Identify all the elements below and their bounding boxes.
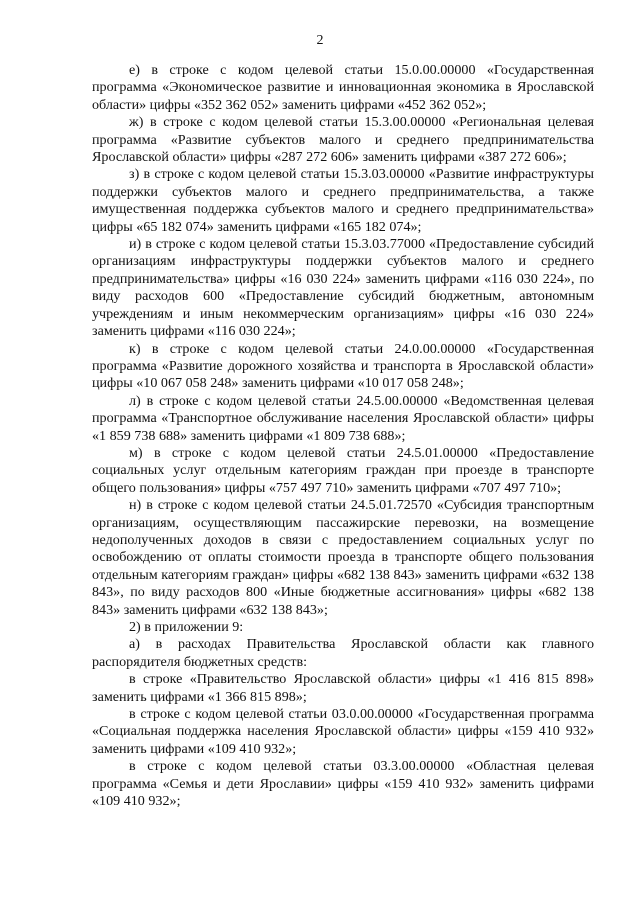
paragraph-k: к) в строке с кодом целевой статьи 24.0.00.00000 «Государственная программа «Развитие дорожного хозяйства и транспорта в Ярославской области» цифры «10 067 058 248» заменить цифрами «10 017 058 248»; (92, 340, 594, 392)
paragraph-i: и) в строке с кодом целевой статьи 15.3.03.77000 «Предоставление субсидий организациям инфраструктуры поддержки субъектов малого и среднего предпринимательства» цифры «16 030 224» заменить цифрами «116 030 224», по виду расходов 600 «Предоставление субсидий бюджетным, автономным учреждениям и иным некоммерческим организациям» цифры «16 030 224» заменить цифрами «116 030 224»; (92, 236, 594, 340)
document-body (92, 62, 594, 810)
paragraph-m: м) в строке с кодом целевой статьи 24.5.01.00000 «Предоставление социальных услуг отдельным категориям граждан при проезде в транспорте общего пользования» цифры «757 497 710» заменить цифрами «707 497 710»; (92, 444, 594, 496)
paragraph-program-03: в строке с кодом целевой статьи 03.0.00.00000 «Государственная программа «Социальная поддержка населения Ярославской области» цифры «159 410 932» заменить цифрами «109 410 932»; (92, 706, 594, 757)
paragraph-appendix-9: 2) в приложении 9: (129, 619, 244, 635)
paragraph-zh: ж) в строке с кодом целевой статьи 15.3.00.00000 «Региональная целевая программа «Развитие субъектов малого и среднего предпринимательства Ярославской области» цифры «287 272 606» заменить цифрами «387 272 606»; (92, 114, 594, 166)
paragraph-program-03-3: в строке с кодом целевой статьи 03.3.00.00000 «Областная целевая программа «Семья и дети Ярославии» цифры «159 410 932» заменить цифрами «109 410 932»; (92, 758, 594, 810)
paragraph-government-row: в строке «Правительство Ярославской области» цифры «1 416 815 898» заменить цифрами «1 366 815 898»; (92, 671, 594, 705)
paragraph-e: е) в строке с кодом целевой статьи 15.0.00.00000 «Государственная программа «Экономическое развитие и инновационная экономика в Ярославской области» цифры «352 362 052» заменить цифрами «452 362 052»; (92, 62, 594, 113)
paragraph-l: л) в строке с кодом целевой статьи 24.5.00.00000 «Ведомственная целевая программа «Транспортное обслуживание населения Ярославской области» цифры «1 859 738 688» заменить цифрами «1 809 738 688»; (92, 392, 594, 444)
paragraph-z: з) в строке с кодом целевой статьи 15.3.03.00000 «Развитие инфраструктуры поддержки субъектов малого и среднего предпринимательства, а также имущественная поддержка субъектов малого и среднего предпринимательства» цифры «65 182 074» заменить цифрами «165 182 074»; (92, 166, 594, 235)
paragraph-n: н) в строке с кодом целевой статьи 24.5.01.72570 «Субсидия транспортным организациям, осуществляющим пассажирские перевозки, на возмещение недополученных доходов в связи с предоставлением социальных услуг по освобождению от оплаты стоимости проезда в транспорте общего пользования отдельным категориям граждан» цифры «682 138 843» заменить цифрами «632 138 843», по виду расходов 800 «Иные бюджетные ассигнования» цифры «682 138 843» заменить цифрами «632 138 843»; (92, 497, 594, 618)
page-number: 2 (316, 33, 324, 48)
paragraph-a: а) в расходах Правительства Ярославской области как главного распорядителя бюджетных средств: (92, 636, 594, 670)
